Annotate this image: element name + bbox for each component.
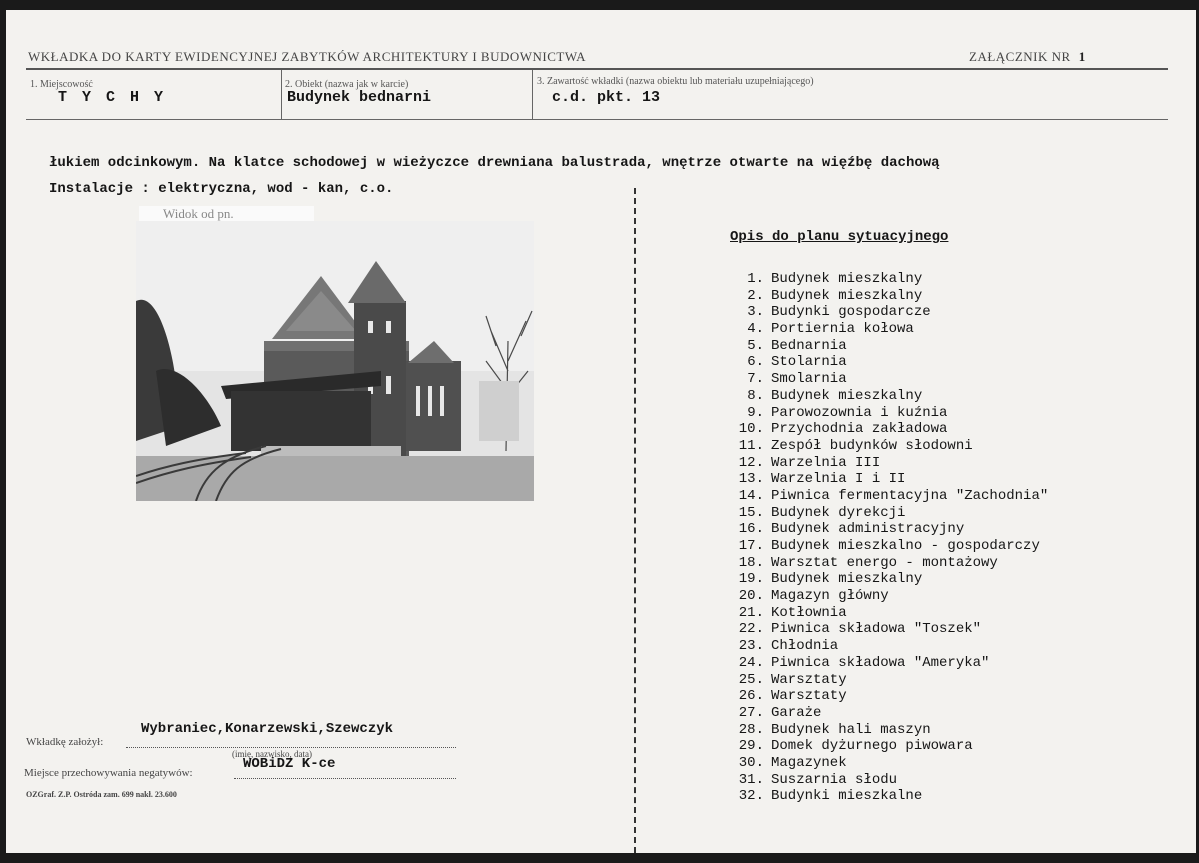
- negatives-underline: [234, 778, 456, 779]
- list-item: 3. Budynki gospodarcze: [747, 304, 931, 321]
- list-item: 18. Warsztat energo - montażowy: [738, 554, 998, 571]
- field-divider-2: [532, 70, 533, 119]
- list-item: 28. Budynek hali maszyn: [738, 721, 931, 738]
- created-by-underline: [126, 747, 456, 748]
- site-plan-legend: [730, 271, 1048, 805]
- fields-rule: [26, 119, 1168, 120]
- list-item: 11. Zespół budynków słodowni: [738, 437, 973, 454]
- building-photo: [136, 221, 534, 501]
- list-item: 31. Suszarnia słodu: [738, 771, 898, 788]
- list-item: 32. Budynki mieszkalne: [738, 788, 923, 805]
- list-item: 20. Magazyn główny: [738, 588, 889, 605]
- annex-label: ZAŁĄCZNIK NR: [969, 49, 1071, 64]
- content-value: c.d. pkt. 13: [552, 89, 661, 106]
- list-item: 13. Warzelnia I i II: [738, 471, 906, 488]
- created-by-value: Wybraniec,Konarzewski,Szewczyk: [141, 721, 394, 737]
- annex-number: 1: [1078, 49, 1086, 64]
- list-item: 26. Warsztaty: [738, 688, 847, 705]
- description-line-2: Instalacje : elektryczna, wod - kan, c.o.: [49, 181, 394, 197]
- list-item: 19. Budynek mieszkalny: [738, 571, 923, 588]
- list-item: 15. Budynek dyrekcji: [738, 504, 906, 521]
- list-item: 1. Budynek mieszkalny: [747, 271, 923, 287]
- photo-drawing: [136, 221, 534, 501]
- list-item: 14. Piwnica fermentacyjna "Zachodnia": [738, 487, 1049, 504]
- list-item: 2. Budynek mieszkalny: [747, 287, 923, 304]
- list-item: 5. Bednarnia: [747, 337, 847, 354]
- description-line-1: łukiem odcinkowym. Na klatce schodowej w wieżyczce drewniana balustrada, wnętrze otwarte na więźbę dachową: [49, 155, 940, 171]
- list-item: 12. Warzelnia III: [738, 454, 881, 471]
- list-item: 7. Smolarnia: [747, 371, 847, 388]
- list-item: 25. Warsztaty: [738, 671, 847, 688]
- form-title: WKŁADKA DO KARTY EWIDENCYJNEJ ZABYTKÓW ARCHITEKTURY I BUDOWNICTWA: [28, 49, 587, 64]
- list-item: 8. Budynek mieszkalny: [747, 387, 923, 404]
- field-divider-1: [281, 70, 282, 119]
- created-by-sublabel: (imię, nazwisko, data): [232, 749, 312, 759]
- list-item: 29. Domek dyżurnego piwowara: [738, 738, 973, 755]
- list-item: 22. Piwnica składowa "Toszek": [738, 621, 982, 638]
- list-item: 10. Przychodnia zakładowa: [738, 421, 948, 438]
- print-info: OZGraf. Z.P. Ostróda zam. 699 nakł. 23.600: [26, 790, 177, 799]
- list-item: 4. Portiernia kołowa: [747, 321, 914, 338]
- photo-caption: Widok od pn.: [139, 206, 314, 222]
- list-item: 16. Budynek administracyjny: [738, 521, 965, 538]
- record-sheet: [6, 10, 1196, 853]
- list-item: 27. Garaże: [738, 704, 822, 721]
- list-item: 30. Magazynek: [738, 754, 847, 771]
- locality-value: T Y C H Y: [58, 89, 167, 106]
- list-item: 6. Stolarnia: [747, 354, 847, 371]
- created-by-label: Wkładkę założył:: [26, 736, 104, 748]
- list-item: 21. Kotłownia: [738, 604, 847, 621]
- column-divider: [634, 188, 636, 853]
- list-item: 17. Budynek mieszkalno - gospodarczy: [738, 538, 1040, 554]
- negatives-value: WOBiDZ K-ce: [243, 756, 336, 772]
- negatives-label: Miejsce przechowywania negatywów:: [24, 767, 193, 779]
- legend-title: Opis do planu sytuacyjnego: [730, 229, 949, 245]
- object-label: 2. Obiekt (nazwa jak w karcie): [285, 79, 409, 90]
- list-item: 23. Chłodnia: [738, 638, 839, 655]
- locality-label: 1. Miejscowość: [30, 79, 93, 90]
- list-item: 9. Parowozownia i kuźnia: [747, 404, 948, 421]
- annex-heading: [969, 49, 1086, 65]
- header-rule: [26, 68, 1168, 70]
- list-item: 24. Piwnica składowa "Ameryka": [738, 654, 990, 671]
- object-value: Budynek bednarni: [287, 89, 432, 106]
- content-label: 3. Zawartość wkładki (nazwa obiektu lub materiału uzupełniającego): [537, 76, 814, 87]
